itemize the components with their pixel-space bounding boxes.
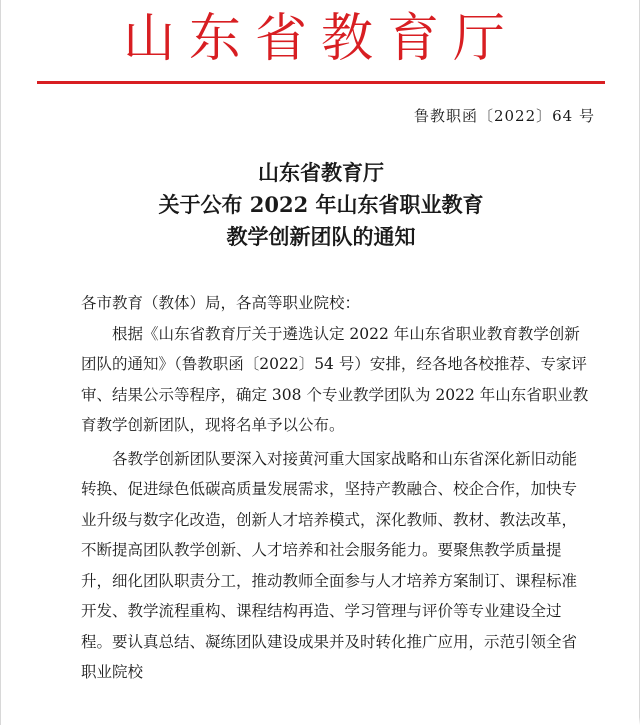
title-line-1: 山东省教育厅	[258, 160, 384, 185]
body-paragraph-1: 根据《山东省教育厅关于遴选认定 2022 年山东省职业教育教学创新团队的通知》（鲁教职函〔2022〕54 号）安排，经各地各校推荐、专家评审、结果公示等程序，确定 308 个专业教学团队为 2022 年山东省职业教育教学创新团队，现将名单予以公布。	[81, 324, 589, 434]
bottom-fade	[1, 717, 640, 725]
letterhead-title: 山东省教育厅	[122, 9, 519, 69]
title-line-3: 教学创新团队的通知	[226, 224, 416, 249]
document-body	[81, 288, 591, 688]
document-title	[1, 157, 640, 253]
document-number: 鲁教职函〔2022〕64 号	[413, 107, 595, 125]
body-paragraph-2: 各教学创新团队要深入对接黄河重大国家战略和山东省深化新旧动能转换、促进绿色低碳高质量发展需求，坚持产教融合、校企合作，加快专业升级与数字化改造，创新人才培养模式，深化教师、教材、教法改革，不断提高团队教学创新、人才培养和社会服务能力。要聚焦教学质量提升，细化团队职责分工，推动教师全面参与人才培养方案制订、课程标准开发、教学流程重构、课程结构再造、学习管理与评价等专业建设全过程。要认真总结、凝练团队建设成果并及时转化推广应用，示范引领全省职业院校	[81, 449, 578, 681]
salutation: 各市教育（教体）局，各高等职业院校：	[81, 294, 361, 312]
letterhead-red-rule	[37, 81, 605, 84]
title-line-2: 关于公布 2022 年山东省职业教育	[158, 192, 484, 217]
